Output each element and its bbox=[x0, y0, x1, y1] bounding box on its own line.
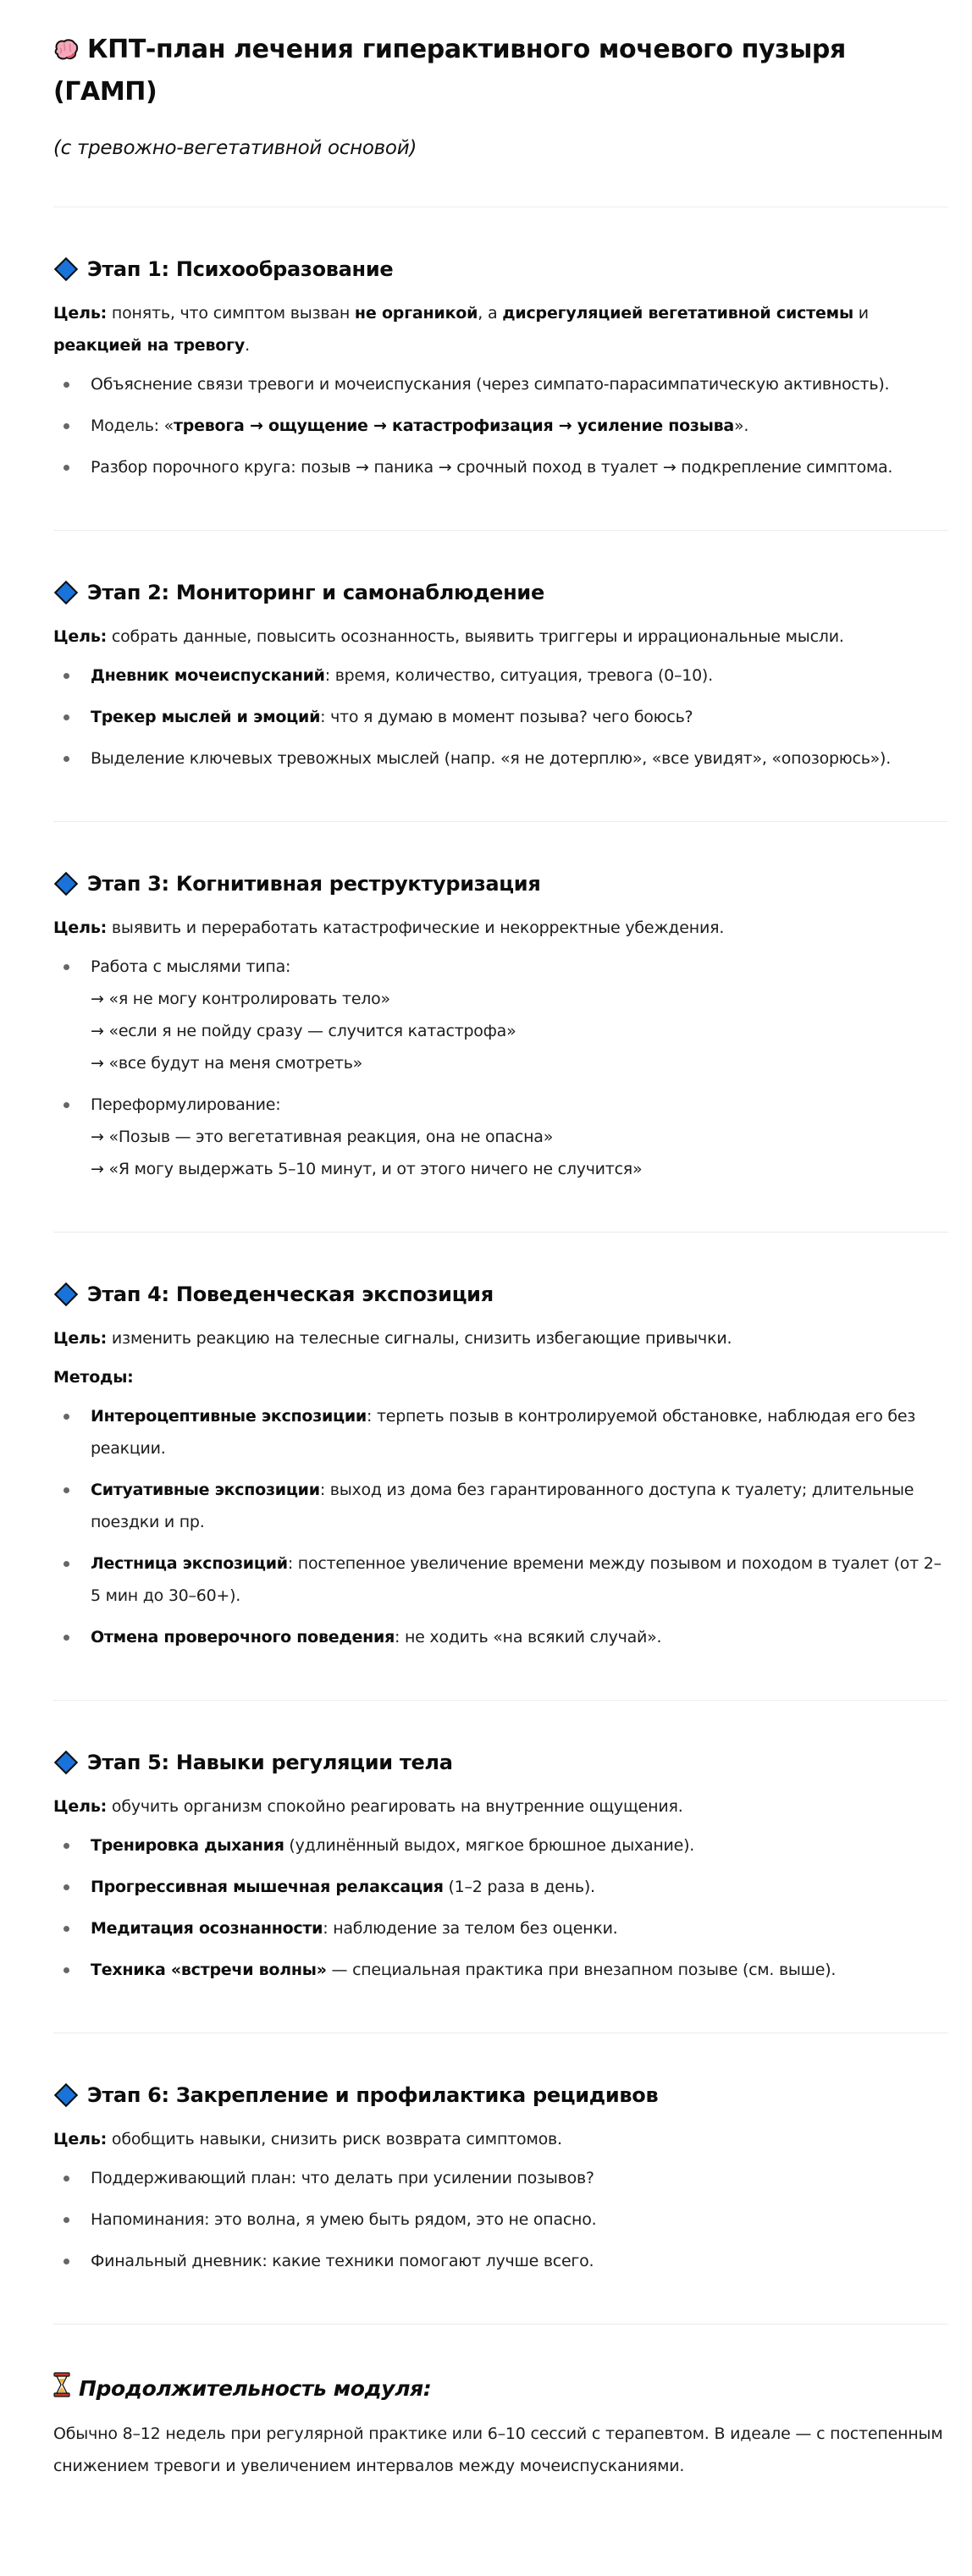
item-text: : терпеть позыв в контролируемой обстановке, наблюдая его без реакции. bbox=[91, 1407, 916, 1458]
duration-title: Продолжительность модуля: bbox=[79, 2376, 432, 2401]
goal-emphasis: дисрегуляцией вегетативной системы bbox=[502, 304, 853, 323]
item-emphasis: Медитация осознанности bbox=[91, 1919, 323, 1938]
bullet-icon bbox=[64, 1635, 69, 1641]
duration-heading bbox=[53, 2372, 948, 2406]
bullet-icon bbox=[64, 1414, 69, 1420]
stage-heading bbox=[53, 1280, 948, 1309]
bullet-icon bbox=[64, 2176, 69, 2182]
stage-goal bbox=[53, 621, 948, 653]
stage-items bbox=[53, 1400, 948, 1653]
item-text: : что я думаю в момент позыва? чего боюсь? bbox=[320, 708, 693, 726]
goal-label: Цель: bbox=[53, 304, 108, 323]
list-item bbox=[53, 1400, 948, 1465]
item-text: (удлинённый выдох, мягкое брюшное дыхание). bbox=[284, 1836, 695, 1855]
goal-label: Цель: bbox=[53, 627, 108, 646]
stage-goal bbox=[53, 297, 948, 361]
list-item bbox=[53, 659, 948, 692]
stage-2-section bbox=[53, 531, 948, 821]
goal-text: изменить реакцию на телесные сигналы, снизить избегающие привычки. bbox=[111, 1329, 732, 1348]
stage-goal bbox=[53, 1322, 948, 1354]
goal-emphasis: не органикой bbox=[354, 304, 478, 323]
page-title-text: КПТ-план лечения гиперактивного мочевого пузыря (ГАМП) bbox=[53, 35, 846, 107]
item-text: Модель: « bbox=[91, 416, 174, 435]
list-item bbox=[53, 1621, 948, 1653]
list-item bbox=[53, 1089, 948, 1185]
item-text: : постепенное увеличение времени между позывом и походом в туалет (от 2–5 мин до 30–60+). bbox=[91, 1554, 942, 1605]
bullet-icon bbox=[64, 1843, 69, 1849]
bullet-icon bbox=[64, 2217, 69, 2223]
bullet-icon bbox=[64, 382, 69, 388]
goal-text: . bbox=[245, 336, 250, 355]
bullet-icon bbox=[64, 465, 69, 471]
methods-label-text: Методы: bbox=[53, 1368, 134, 1387]
item-emphasis: Техника «встречи волны» bbox=[91, 1961, 327, 1979]
item-emphasis: Тренировка дыхания bbox=[91, 1836, 284, 1855]
stage-title: Этап 3: Когнитивная реструктуризация bbox=[87, 872, 541, 896]
reframed-thought: → «Позыв — это вегетативная реакция, она не опасна» bbox=[91, 1128, 554, 1146]
item-emphasis: тревога → ощущение → катастрофизация → усиление позыва bbox=[174, 416, 734, 435]
list-item bbox=[53, 951, 948, 1079]
list-item bbox=[53, 1547, 948, 1612]
bullet-icon bbox=[64, 1487, 69, 1493]
list-item bbox=[53, 1954, 948, 1986]
bullet-icon bbox=[64, 2259, 69, 2264]
stage-1-section bbox=[53, 207, 948, 530]
item-text: : выход из дома без гарантированного доступа к туалету; длительные поездки и пр. bbox=[91, 1481, 914, 1531]
goal-label: Цель: bbox=[53, 1797, 108, 1816]
stage-heading bbox=[53, 1748, 948, 1777]
goal-text: выявить и переработать катастрофические и некорректные убеждения. bbox=[111, 918, 725, 937]
stage-heading bbox=[53, 869, 948, 898]
item-text: (1–2 раза в день). bbox=[443, 1878, 595, 1896]
goal-label: Цель: bbox=[53, 918, 108, 937]
item-text: : наблюдение за телом без оценки. bbox=[323, 1919, 618, 1938]
bullet-icon bbox=[64, 423, 69, 429]
item-emphasis: Дневник мочеиспусканий bbox=[91, 666, 325, 685]
example-thought: → «я не могу контролировать тело» bbox=[91, 990, 390, 1008]
list-item bbox=[53, 2204, 948, 2236]
bullet-icon bbox=[64, 673, 69, 679]
bullet-icon bbox=[64, 964, 69, 970]
stage-goal bbox=[53, 1790, 948, 1823]
stage-title: Этап 6: Закрепление и профилактика рецидивов bbox=[87, 2083, 659, 2107]
item-text: Поддерживающий план: что делать при усилении позывов? bbox=[91, 2169, 594, 2187]
item-text: Выделение ключевых тревожных мыслей (напр. «я не дотерплю», «все увидят», «опозорюсь»). bbox=[91, 749, 891, 768]
list-item bbox=[53, 410, 948, 442]
page-title bbox=[53, 30, 948, 112]
methods-label bbox=[53, 1361, 948, 1393]
stage-items bbox=[53, 951, 948, 1185]
item-emphasis: Отмена проверочного поведения bbox=[91, 1628, 395, 1647]
item-text: Напоминания: это волна, я умею быть рядом, это не опасно. bbox=[91, 2210, 597, 2229]
stage-items bbox=[53, 1829, 948, 1986]
stage-title: Этап 5: Навыки регуляции тела bbox=[87, 1751, 453, 1774]
goal-emphasis: реакцией на тревогу bbox=[53, 336, 246, 355]
item-text: Переформулирование: bbox=[91, 1095, 281, 1114]
bullet-icon bbox=[64, 1102, 69, 1108]
stage-title: Этап 1: Психообразование bbox=[87, 257, 394, 281]
item-emphasis: Ситуативные экспозиции bbox=[91, 1481, 320, 1499]
stage-heading bbox=[53, 255, 948, 284]
list-item bbox=[53, 2162, 948, 2194]
stage-heading bbox=[53, 578, 948, 607]
item-emphasis: Прогрессивная мышечная релаксация bbox=[91, 1878, 444, 1896]
blue-diamond-icon bbox=[54, 1751, 78, 1774]
goal-text: обобщить навыки, снизить риск возврата симптомов. bbox=[111, 2130, 562, 2149]
blue-diamond-icon bbox=[54, 581, 78, 604]
blue-diamond-icon bbox=[54, 872, 78, 896]
item-text: — специальная практика при внезапном позыве (см. выше). bbox=[326, 1961, 837, 1979]
example-thought: → «все будут на меня смотреть» bbox=[91, 1054, 363, 1073]
item-emphasis: Трекер мыслей и эмоций bbox=[91, 708, 321, 726]
list-item bbox=[53, 451, 948, 483]
item-text: ». bbox=[734, 416, 749, 435]
blue-diamond-icon bbox=[54, 2083, 78, 2107]
list-item bbox=[53, 701, 948, 733]
stage-4-section bbox=[53, 1233, 948, 1700]
list-item bbox=[53, 1912, 948, 1944]
item-text: Работа с мыслями типа: bbox=[91, 957, 291, 976]
item-text: : время, количество, ситуация, тревога (0–10). bbox=[324, 666, 713, 685]
goal-label: Цель: bbox=[53, 1329, 108, 1348]
item-emphasis: Интероцептивные экспозиции bbox=[91, 1407, 367, 1426]
stage-goal bbox=[53, 912, 948, 944]
stage-title: Этап 2: Мониторинг и самонаблюдение bbox=[87, 581, 544, 604]
goal-text: обучить организм спокойно реагировать на внутренние ощущения. bbox=[111, 1797, 683, 1816]
bullet-icon bbox=[64, 714, 69, 720]
stage-goal bbox=[53, 2123, 948, 2155]
item-text: Разбор порочного круга: позыв → паника → срочный поход в туалет → подкрепление симптома. bbox=[91, 458, 893, 477]
list-item bbox=[53, 2245, 948, 2277]
goal-text: , а bbox=[478, 304, 503, 323]
list-item bbox=[53, 742, 948, 775]
duration-text: Обычно 8–12 недель при регулярной практике или 6–10 сессий с терапевтом. В идеале — с постепенным снижением тревоги и увеличением интервалов между мочеиспусканиями. bbox=[53, 2424, 943, 2475]
item-text: Финальный дневник: какие техники помогают лучше всего. bbox=[91, 2252, 594, 2270]
goal-label: Цель: bbox=[53, 2130, 108, 2149]
bullet-icon bbox=[64, 1884, 69, 1890]
blue-diamond-icon bbox=[54, 1282, 78, 1306]
blue-diamond-icon bbox=[54, 257, 78, 281]
stage-3-section bbox=[53, 822, 948, 1232]
list-item bbox=[53, 368, 948, 400]
bullet-icon bbox=[64, 756, 69, 762]
list-item bbox=[53, 1871, 948, 1903]
list-item bbox=[53, 1474, 948, 1538]
item-text: Объяснение связи тревоги и мочеиспускания (через симпато-парасимпатическую активность). bbox=[91, 375, 890, 394]
stage-5-section bbox=[53, 1701, 948, 2033]
item-emphasis: Лестница экспозиций bbox=[91, 1554, 288, 1573]
bullet-icon bbox=[64, 1926, 69, 1932]
example-thought: → «если я не пойду сразу — случится катастрофа» bbox=[91, 1022, 516, 1040]
stage-6-section bbox=[53, 2033, 948, 2324]
bullet-icon bbox=[64, 1967, 69, 1973]
item-text: : не ходить «на всякий случай». bbox=[395, 1628, 662, 1647]
stage-items bbox=[53, 2162, 948, 2277]
hourglass-icon bbox=[53, 2372, 70, 2406]
reframed-thought: → «Я могу выдержать 5–10 минут, и от этого ничего не случится» bbox=[91, 1160, 643, 1178]
goal-text: и bbox=[853, 304, 869, 323]
stage-heading bbox=[53, 2081, 948, 2110]
stage-title: Этап 4: Поведенческая экспозиция bbox=[87, 1282, 494, 1306]
stage-items bbox=[53, 368, 948, 483]
bullet-icon bbox=[64, 1561, 69, 1567]
stage-items bbox=[53, 659, 948, 775]
brain-icon bbox=[53, 34, 79, 73]
page-subtitle: (с тревожно-вегетативной основой) bbox=[53, 137, 417, 159]
duration-section bbox=[53, 2325, 948, 2526]
goal-text: понять, что симптом вызван bbox=[111, 304, 355, 323]
list-item bbox=[53, 1829, 948, 1862]
goal-text: собрать данные, повысить осознанность, выявить триггеры и иррациональные мысли. bbox=[111, 627, 844, 646]
